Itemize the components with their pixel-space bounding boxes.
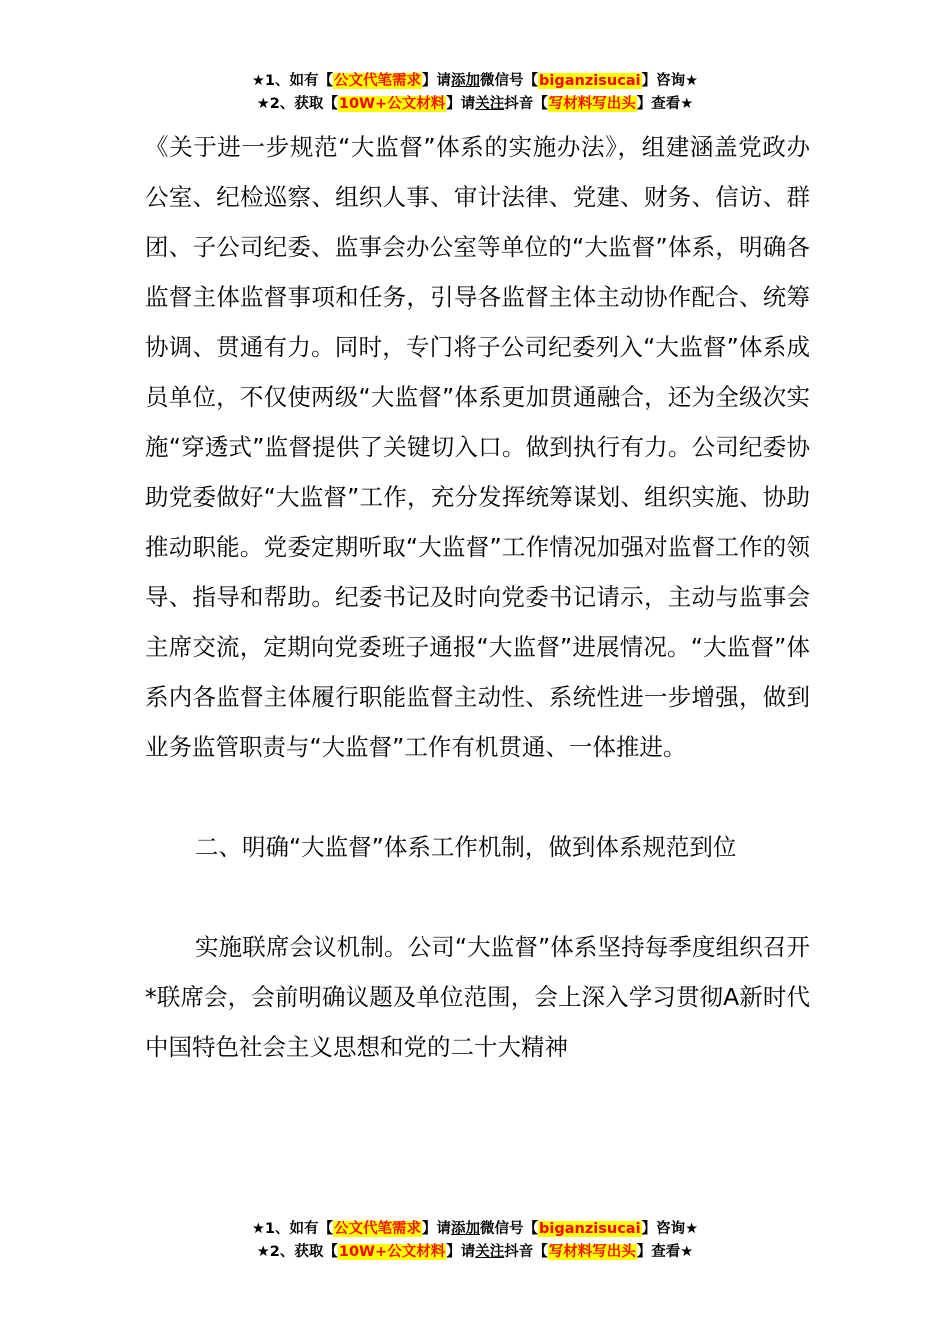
- banner-line-2: [0, 93, 950, 116]
- banner-highlight: 公文代笔需求: [334, 73, 422, 89]
- section-heading: 二、明确“大监督”体系工作机制，做到体系规范到位: [195, 833, 737, 861]
- header-banner: [0, 70, 950, 116]
- paragraph-gap: [145, 772, 810, 822]
- banner-line-1: [0, 70, 950, 93]
- banner-text: ★2、获取【: [256, 96, 338, 112]
- banner-text: 】请: [446, 96, 476, 112]
- banner-underlined-text: 关注: [475, 1244, 505, 1260]
- banner-underlined-text: 添加: [451, 73, 481, 89]
- banner-highlight: 写材料写出头: [548, 1244, 636, 1260]
- document-body: [145, 122, 810, 1072]
- banner-highlight: 公文代笔需求: [334, 1221, 422, 1237]
- banner-text: 微信号【: [480, 1221, 539, 1237]
- banner-text: 微信号【: [480, 73, 539, 89]
- banner-text: 】咨询★: [641, 73, 699, 89]
- banner-text: 】请: [446, 1244, 476, 1260]
- banner-text: ★2、获取【: [256, 1244, 338, 1260]
- footer-banner: [0, 1218, 950, 1264]
- banner-text: 】请: [422, 1221, 452, 1237]
- body-paragraph: 实施联席会议机制。公司“大监督”体系坚持每季度组织召开*联席会，会前明确议题及单位范围，会上深入学习贯彻A新时代中国特色社会主义思想和党的二十大精神: [145, 933, 810, 1061]
- banner-highlight: biganzisucai: [539, 73, 641, 89]
- banner-highlight: 10W+公文材料: [338, 96, 446, 112]
- banner-highlight: biganzisucai: [539, 1221, 641, 1237]
- banner-highlight: 写材料写出头: [548, 96, 636, 112]
- banner-text: 】查看★: [636, 1244, 694, 1260]
- banner-text: ★1、如有【: [251, 1221, 334, 1237]
- banner-underlined-text: 关注: [475, 96, 505, 112]
- banner-text: 】查看★: [636, 96, 694, 112]
- banner-text: 】咨询★: [641, 1221, 699, 1237]
- banner-line-1: [0, 1218, 950, 1241]
- banner-text: 】请: [422, 73, 452, 89]
- banner-highlight: 10W+公文材料: [338, 1244, 446, 1260]
- paragraph-gap: [145, 872, 810, 922]
- banner-text: 抖音【: [504, 96, 548, 112]
- banner-underlined-text: 添加: [451, 1221, 481, 1237]
- banner-line-2: [0, 1241, 950, 1264]
- banner-text: 抖音【: [504, 1244, 548, 1260]
- body-paragraph: 《关于进一步规范“大监督”体系的实施办法》，组建涵盖党政办公室、纪检巡察、组织人事、审计法律、党建、财务、信访、群团、子公司纪委、监事会办公室等单位的“大监督”体系，明确各监督主体监督事项和任务，引导各监督主体主动协作配合、统筹协调、贯通有力。同时，专门将子公司纪委列入“大监督”体系成员单位，不仅使两级“大监督”体系更加贯通融合，还为全级次实施“穿透式”监督提供了关键切入口。做到执行有力。公司纪委协助党委做好“大监督”工作，充分发挥统筹谋划、组织实施、协助推动职能。党委定期听取“大监督”工作情况加强对监督工作的领导、指导和帮助。纪委书记及时向党委书记请示，主动与监事会主席交流，定期向党委班子通报“大监督”进展情况。“大监督”体系内各监督主体履行职能监督主动性、系统性进一步增强，做到业务监管职责与“大监督”工作有机贯通、一体推进。: [145, 133, 810, 761]
- banner-text: ★1、如有【: [251, 73, 334, 89]
